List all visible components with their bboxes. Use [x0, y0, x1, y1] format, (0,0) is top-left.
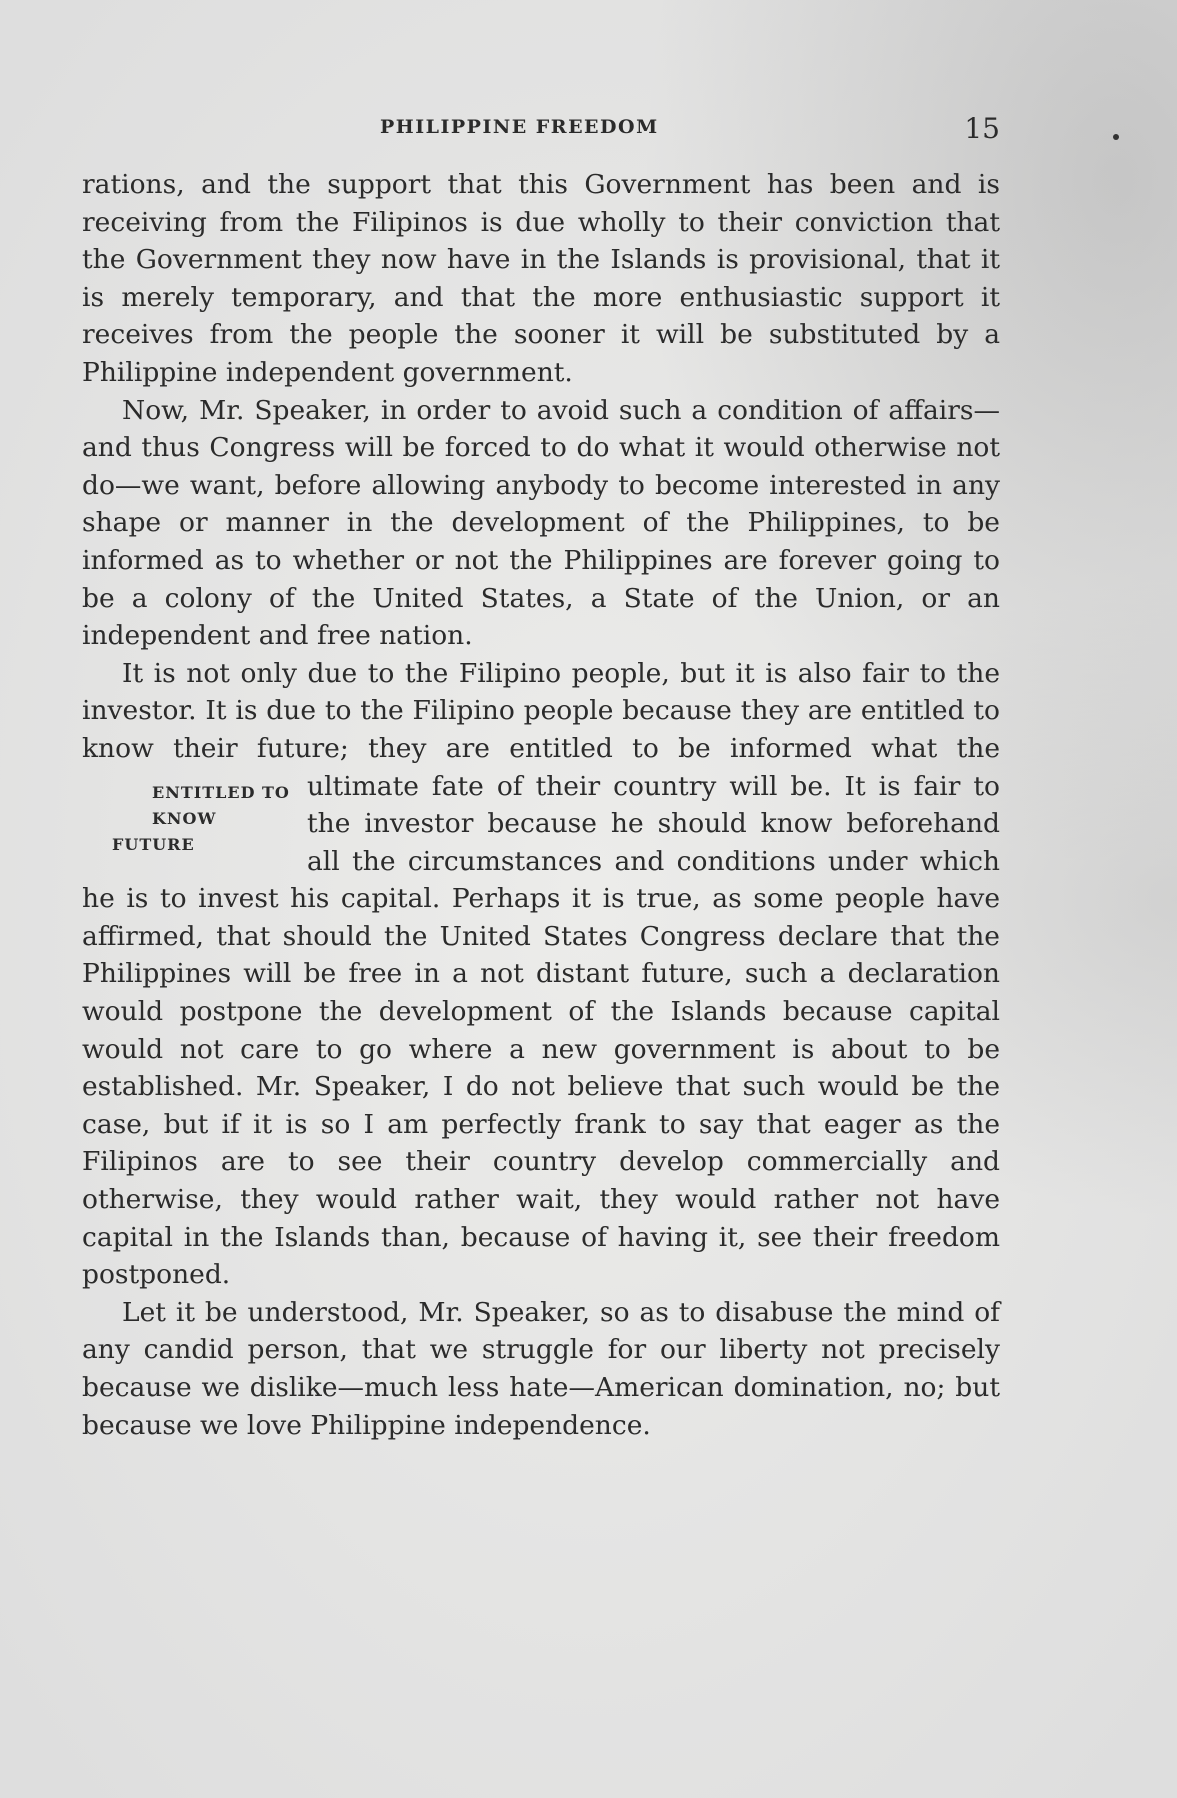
- page-number: 15: [964, 112, 1000, 145]
- ink-speck: [1113, 134, 1119, 140]
- paragraph-1: rations, and the support that this Government has been and is receiving from the Filipinos is due wholly to their conviction that the Government they now have in the Islands is provisional, that it is merely temporary, and that the more enthusiastic support it receives from the people the sooner it will be substituted by a Philippine independent government.: [82, 169, 1000, 388]
- body-text: [82, 166, 1000, 1444]
- margin-note-line-1: ENTITLED TO: [152, 782, 290, 802]
- running-title: PHILIPPINE FREEDOM: [380, 116, 659, 138]
- margin-note-line-2: KNOW FUTURE: [112, 808, 217, 854]
- paragraph-3: ENTITLED TO KNOW FUTURE It is not only due to the Filipino people, but it is also fair to the investor. It is due to the Filipino people because they are entitled to know their future; they are entitled to be informed what the ultimate fate of their country will be. It is fair to the investor because he should know beforehand all the circumstances and conditions under which he is to invest his capital. Perhaps it is true, as some people have affirmed, that should the United States Congress declare that the Philippines will be free in a not distant future, such a declaration would postpone the development of the Islands because capital would not care to go where a new government is about to be established. Mr. Speaker, I do not believe that such would be the case, but if it is so I am perfectly frank to say that eager as the Filipinos are to see their country develop commercially and otherwise, they would rather wait, they would rather not have capital in the Islands than, because of having it, see their freedom postponed.: [82, 657, 1000, 1291]
- margin-note: [82, 768, 297, 878]
- paragraph-3-block: [82, 655, 1000, 1294]
- running-head: [80, 112, 1000, 152]
- paragraph-4: Let it be understood, Mr. Speaker, so as to disabuse the mind of any candid person, that we struggle for our liberty not precisely because we dislike—much less hate—American domination, no; but because we love Philippine independence.: [82, 1296, 1000, 1441]
- paragraph-2: Now, Mr. Speaker, in order to avoid such a condition of affairs—and thus Congress will be forced to do what it would otherwise not do—we want, before allowing anybody to become interested in any shape or manner in the development of the Philippines, to be informed as to whether or not the Philippines are forever going to be a colony of the United States, a State of the Union, or an independent and free nation.: [82, 394, 1000, 652]
